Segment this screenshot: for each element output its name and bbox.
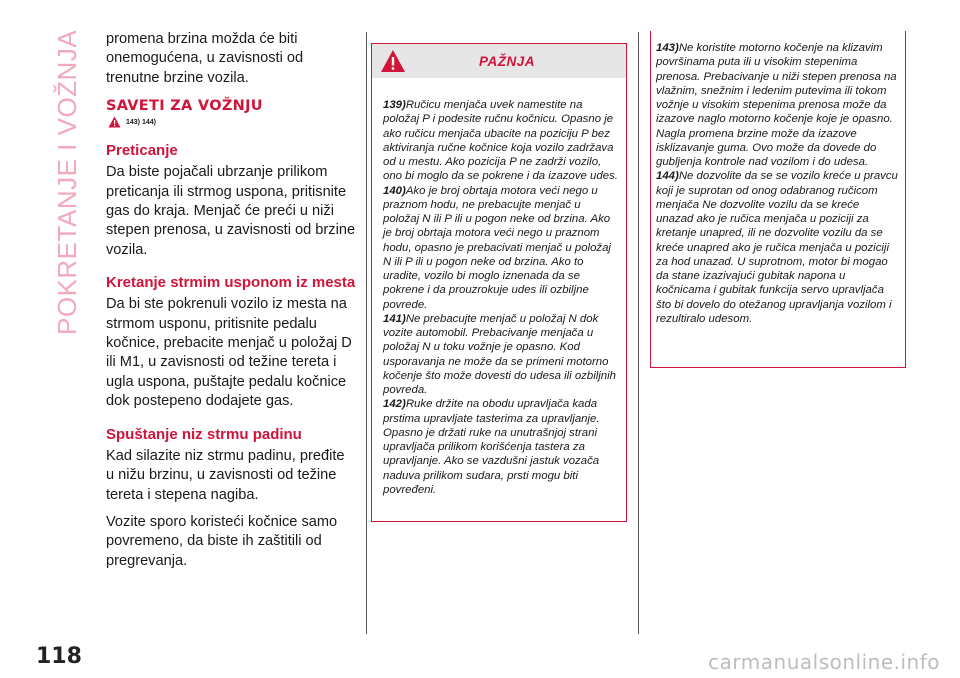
warning-title: PAŽNJA	[478, 53, 535, 69]
warning-note	[383, 98, 618, 184]
intro-paragraph: promena brzina možda će biti onemogućena, u zavisnosti od trenutne brzine vozila.	[106, 31, 304, 86]
warning-box-body	[372, 78, 626, 497]
paragraph-downhill-braking: Vozite sporo koristeći kočnice samo povremeno, da biste ih zaštitili od pregrevanja.	[106, 513, 338, 569]
warning-box-header	[372, 44, 626, 78]
note-number: 139)	[383, 99, 406, 111]
warning-note	[656, 41, 899, 169]
reference-numbers: 143) 144)	[126, 118, 156, 126]
paragraph-overtaking: Da biste pojačali ubrzanje prilikom preticanja ili strmog uspona, pritisnite gas do kraja. Menjač će preći u niži stepen prenosa, u zavisnosti od brzine vozila.	[106, 164, 356, 258]
note-text: Ne dozvolite da se se vozilo kreće u pravcu koji je suprotan od onog odabranog ručicom menjača Ne dozvolite vozilu da se kreće unazad ako je ručica menjača u poziciji za kretanje unapred, ili ne dozvolite vozilu da se kreće unapred ako je ručica menjača u poziciji za hod unazad. U suprotnom, motor bi mogao da stane izazivajući gubitak napona u kočnicama i gubitak funkcija servo upravljača što bi dovelo do otežanog upravljanja vozilom i rezultiralo udesom.	[656, 170, 898, 325]
watermark: carmanualsonline.info	[708, 650, 940, 674]
note-text: Ruke držite na obodu upravljača kada prstima upravljate tasterima za upravljanje. Opasno je držati ruke na unutrašnjoj strani upravljača prilikom korišćenja tastera za upravljanje. Ako se vazdušni jastuk vozača naduva prilikom sudara, prsti mogu biti povređeni.	[383, 398, 600, 496]
main-text-column	[106, 30, 356, 579]
column-divider	[638, 32, 639, 634]
note-number: 142)	[383, 398, 406, 411]
note-number: 140)	[383, 184, 406, 197]
subheading-uphill-start: Kretanje strmim usponom iz mesta	[106, 274, 356, 292]
note-text: Ručicu menjača uvek namestite na položaj P i podesite ručnu kočnicu. Opasno je ako ručicu menjača ubacite na poziciju P bez aktiviranja ručne kočnice koja vozilo zadržava od u mestu. Ako pozicija P ne zadrži vozilo, ono bi moglo da se pokrene i da izazove udes.	[383, 99, 618, 183]
note-number: 144)	[656, 170, 679, 183]
note-number: 141)	[383, 312, 406, 325]
note-text: Ne koristite motorno kočenje na klizavim površinama puta ili u visokim stepenima prenosa. Prebacivanje u niži stepen prenosa na vlažnim, snežnim i ledenim putevima ili tokom vožnje u visokim stepenima prenosa može da izazove naglo motorno kočenje koje je opasno. Nagla promena brzine može da izazove isklizavanje guma. Ovo može da dovede do gubljenja kontrole nad vozilom i do udesa.	[656, 42, 897, 168]
paragraph-downhill: Kad silazite niz strmu padinu, pređite u nižu brzinu, u zavisnosti od težine tereta i stepena nagiba.	[106, 447, 345, 503]
page-number: 118	[36, 644, 82, 669]
note-number: 143)	[656, 42, 679, 54]
note-text: Ako je broj obrtaja motora veći nego u praznom hodu, ne prebacujte menjač u položaj N ili P ili u pogon neke od brzina. Ako je broj obrtaja motora veći nego u praznom hodu, opasno je prebacivati menjač u položaj N ili P ili u pogon neke od brzina. Ako to uradite, vozilo bi moglo iznenada da se pokrene i da prouzrokuje udes ili ozbiljne povrede.	[383, 184, 611, 311]
warning-box	[371, 43, 627, 522]
warning-references	[108, 116, 356, 128]
warning-box-continued	[650, 31, 906, 368]
warning-note	[383, 184, 618, 312]
warning-triangle-icon	[108, 116, 121, 128]
column-divider	[366, 32, 367, 634]
warning-note	[383, 312, 618, 398]
paragraph-uphill-start: Da bi ste pokrenuli vozilo iz mesta na strmom usponu, pritisnite pedalu kočnice, prebacite menjač u položaj D ili M1, u zavisnosti od težine tereta i ugla uspona, puštajte pedalu kočnice dok postepeno dodajete gas.	[106, 296, 352, 410]
warning-triangle-icon	[380, 49, 406, 73]
subheading-downhill: Spuštanje niz strmu padinu	[106, 425, 302, 443]
note-text: Ne prebacujte menjač u položaj N dok vozite automobil. Prebacivanje menjača u položaj N u toku vožnje je opasno. Kod usporavanja ne može da se primeni motorno kočenje što može dovesti do udesa ili ozbiljnih povreda.	[383, 312, 617, 396]
section-heading: SAVETI ZA VOŽNJU	[106, 98, 263, 115]
warning-note	[383, 397, 618, 497]
warning-note	[656, 169, 899, 326]
chapter-side-title: POKRETANJE I VOŽNJA	[52, 30, 82, 336]
subheading-overtaking: Preticanje	[106, 142, 178, 160]
